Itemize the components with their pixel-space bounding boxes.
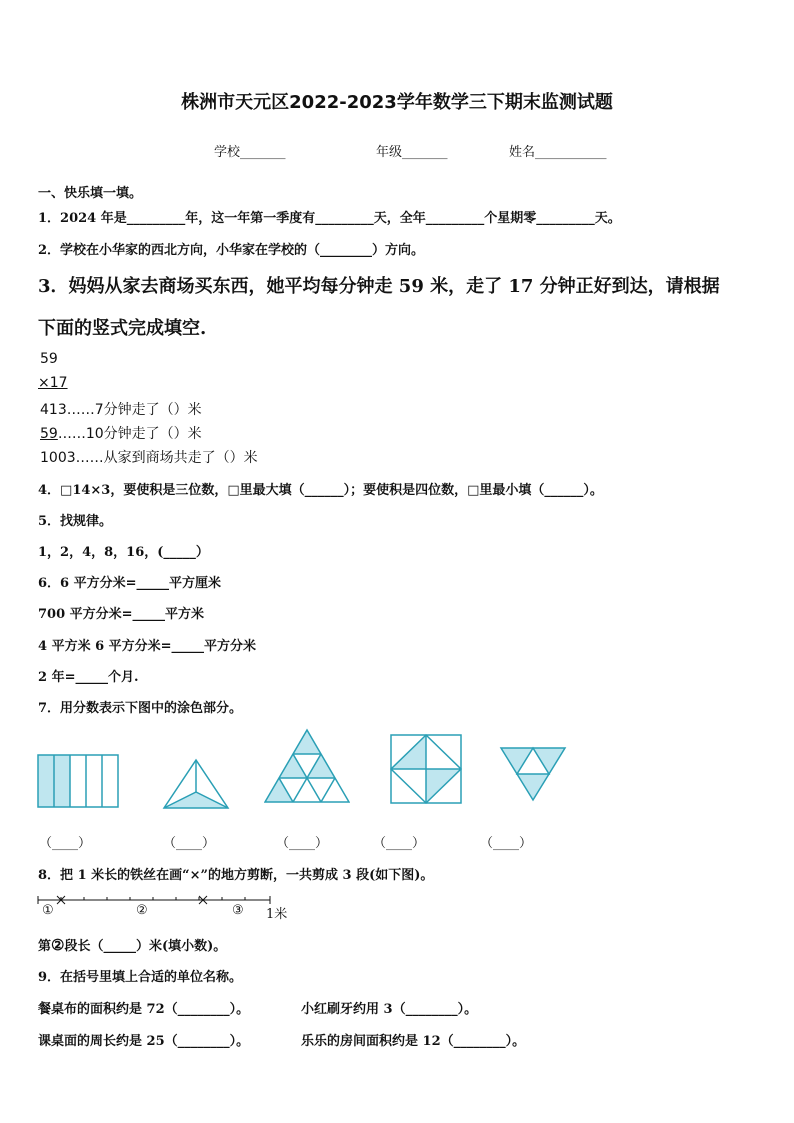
segment-3-label: ③ (232, 903, 244, 918)
question-6d: 2 年=_____个月. (38, 670, 139, 685)
figure-2-blank[interactable]: （____） (163, 836, 216, 851)
figure-triangle-grid (264, 728, 350, 804)
figure-5-blank[interactable]: （____） (480, 836, 533, 851)
calc-line-1: 59 (40, 351, 58, 367)
question-9d: 乐乐的房间面积约是 12（________）。 (301, 1034, 526, 1049)
question-8-answer (38, 935, 226, 954)
question-9: 9．在括号里填上合适的单位名称。 (38, 970, 243, 985)
question-9c: 课桌面的周长约是 25（________）。 (38, 1034, 250, 1049)
figure-rectangle (37, 754, 119, 808)
question-9a: 餐桌布的面积约是 72（________）。 (38, 1002, 250, 1017)
section-heading: 一、快乐填一填。 (38, 186, 143, 201)
figure-3-blank[interactable]: （____） (276, 836, 329, 851)
question-2: 2．学校在小华家的西北方向，小华家在学校的（________）方向。 (38, 243, 425, 258)
question-4: 4．□14×3，要使积是三位数，□里最大填（______）；要使积是四位数，□里最小填（______）。 (38, 483, 603, 498)
question-6c: 4 平方米 6 平方分米=_____平方分米 (38, 639, 257, 654)
calc-line-2: ×17 (38, 375, 68, 391)
calc-line-4-number: 59 (40, 426, 58, 442)
q8-answer-prefix: 第 (38, 939, 52, 954)
question-9b: 小红刷牙约用 3（________）。 (301, 1002, 478, 1017)
question-3-line2: 下面的竖式完成填空. (38, 318, 207, 339)
question-8: 8．把 1 米长的铁丝在画“×”的地方剪断，一共剪成 3 段(如下图)。 (38, 868, 434, 883)
page-title: 株洲市天元区2022-2023学年数学三下期末监测试题 (181, 92, 613, 113)
calc-line-5: 1003……从家到商场共走了（）米 (40, 450, 258, 466)
school-field: 学校_______ (214, 145, 286, 160)
question-7: 7．用分数表示下图中的涂色部分。 (38, 701, 243, 716)
segment-1-label: ① (42, 903, 54, 918)
question-6a: 6．6 平方分米=_____平方厘米 (38, 576, 222, 591)
question-5-sequence: 1，2，4，8，16，(_____） (38, 545, 209, 560)
calc-line-4 (40, 423, 202, 443)
calc-line-4-text: ……10分钟走了（）米 (57, 426, 202, 442)
figure-inverted-triangle (499, 746, 567, 802)
question-6b: 700 平方分米=_____平方米 (38, 607, 205, 622)
name-field: 姓名___________ (509, 145, 607, 160)
figure-triangle-centroid (162, 758, 230, 810)
question-5: 5．找规律。 (38, 514, 113, 529)
figure-square-diamond (389, 733, 463, 805)
question-3-line1: 3．妈妈从家去商场买东西，她平均每分钟走 59 米，走了 17 分钟正好到达，请根据 (38, 276, 720, 297)
figure-1-blank[interactable]: （____） (39, 836, 92, 851)
q8-segment-mark: ② (51, 936, 65, 954)
figure-4-blank[interactable]: （____） (373, 836, 426, 851)
segment-2-label: ② (136, 903, 148, 918)
calc-line-3: 413……7分钟走了（）米 (40, 402, 202, 418)
length-label: 1米 (266, 907, 288, 922)
grade-field: 年级_______ (376, 145, 448, 160)
q8-answer-blank[interactable]: 段长（_____）米(填小数)。 (64, 939, 227, 954)
question-1: 1．2024 年是_________年，这一年第一季度有_________天，全年_________个星期零_________天。 (38, 211, 621, 226)
